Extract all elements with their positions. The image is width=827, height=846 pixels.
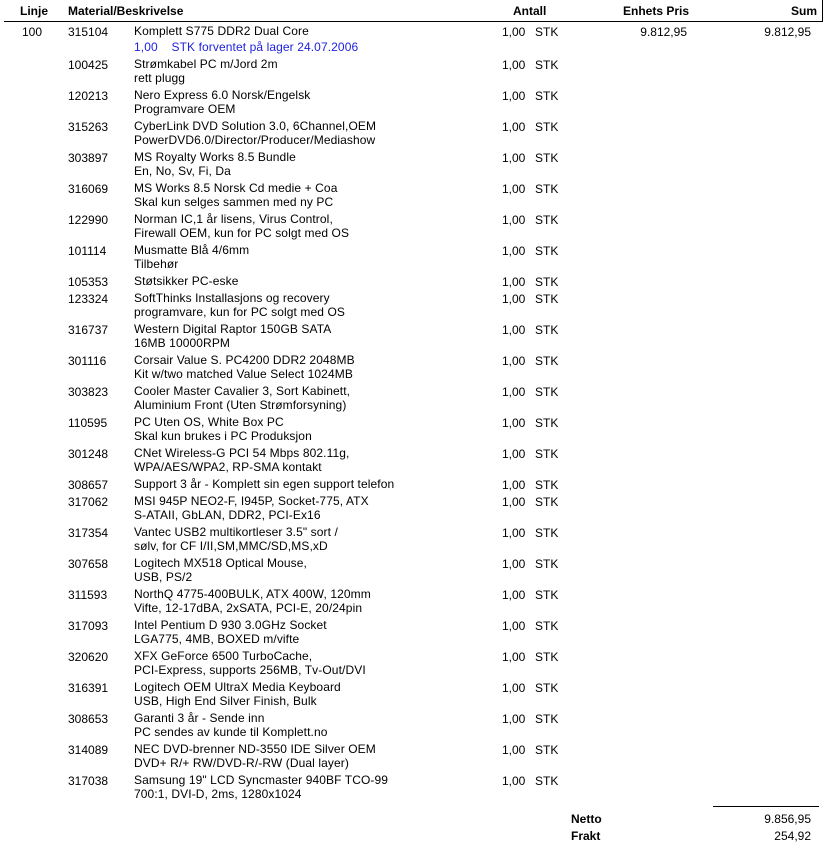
- description: [134, 119, 827, 147]
- description: [134, 353, 827, 381]
- table-row: [0, 446, 827, 477]
- quantity: 1,00: [502, 743, 526, 757]
- unit: STK: [535, 774, 559, 788]
- material-number: 316391: [68, 681, 109, 695]
- header-divider: [4, 21, 822, 22]
- description-line: programvare, kun for PC solgt med OS: [134, 305, 346, 319]
- header-sum: Sum: [790, 4, 817, 18]
- table-row: [0, 773, 827, 804]
- material-number: 303823: [68, 385, 109, 399]
- description-line: Strømkabel PC m/Jord 2m: [134, 57, 278, 71]
- header-line: Linje: [20, 4, 49, 18]
- description-line: rett plugg: [134, 71, 186, 85]
- unit: STK: [535, 244, 559, 258]
- material-number: 314089: [68, 743, 109, 757]
- unit: STK: [535, 478, 559, 492]
- unit: STK: [535, 323, 559, 337]
- description-line: PowerDVD6.0/Director/Producer/Mediashow: [134, 133, 376, 147]
- unit: STK: [535, 447, 559, 461]
- table-row: [0, 181, 827, 212]
- netto-value: 9.856,95: [764, 812, 811, 826]
- description-line: Cooler Master Cavalier 3, Sort Kabinett,: [134, 384, 351, 398]
- unit: STK: [535, 619, 559, 633]
- description-line: Samsung 19" LCD Syncmaster 940BF TCO-99: [134, 773, 389, 787]
- description-line: Støtsikker PC-eske: [134, 274, 239, 288]
- description-line: 700:1, DVI-D, 2ms, 1280x1024: [134, 787, 302, 801]
- unit: STK: [535, 526, 559, 540]
- description-line: Musmatte Blå 4/6mm: [134, 243, 250, 257]
- description-line: SoftThinks Installasjons og recovery: [134, 291, 330, 305]
- description: [134, 322, 827, 350]
- quantity: 1,00: [502, 58, 526, 72]
- material-number: 101114: [68, 244, 107, 258]
- description-line: MS Royalty Works 8.5 Bundle: [134, 150, 296, 164]
- material-number: 120213: [68, 89, 109, 103]
- unit-price: 9.812,95: [640, 25, 687, 39]
- table-row: [0, 243, 827, 274]
- unit: STK: [535, 354, 559, 368]
- table-row: [0, 742, 827, 773]
- description-line: MSI 945P NEO2-F, I945P, Socket-775, ATX: [134, 494, 369, 508]
- description-line: PCI-Express, supports 256MB, Tv-Out/DVI: [134, 663, 366, 677]
- frakt-value: 254,92: [774, 829, 811, 843]
- line-number: 100: [22, 25, 43, 39]
- material-number: 301248: [68, 447, 109, 461]
- description: [134, 212, 827, 240]
- stock-note: 1,00 STK forventet på lager 24.07.2006: [134, 40, 359, 54]
- unit: STK: [535, 588, 559, 602]
- description-line: Corsair Value S. PC4200 DDR2 2048MB: [134, 353, 355, 367]
- description-line: LGA775, 4MB, BOXED m/vifte: [134, 632, 300, 646]
- table-row: [0, 212, 827, 243]
- header-right-border: [822, 0, 823, 22]
- unit: STK: [535, 557, 559, 571]
- unit: STK: [535, 416, 559, 430]
- description: [134, 494, 827, 522]
- table-row: [0, 587, 827, 618]
- table-row: [0, 556, 827, 587]
- material-number: 320620: [68, 650, 109, 664]
- description-line: Intel Pentium D 930 3.0GHz Socket: [134, 618, 327, 632]
- table-row: [0, 494, 827, 525]
- table-row: [0, 24, 827, 57]
- description-line: Garanti 3 år - Sende inn: [134, 711, 265, 725]
- description: [134, 742, 827, 770]
- material-number: 123324: [68, 292, 109, 306]
- description: [134, 88, 827, 116]
- material-number: 315263: [68, 120, 109, 134]
- description-line: WPA/AES/WPA2, RP-SMA kontakt: [134, 460, 322, 474]
- description: [134, 773, 827, 801]
- description-line: Komplett S775 DDR2 Dual Core: [134, 24, 309, 38]
- description-line: Programvare OEM: [134, 102, 236, 116]
- description-line: PC sendes av kunde til Komplett.no: [134, 725, 328, 739]
- table-row: [0, 525, 827, 556]
- quantity: 1,00: [502, 89, 526, 103]
- table-row: [0, 353, 827, 384]
- material-number: 316069: [68, 182, 109, 196]
- material-number: 307658: [68, 557, 109, 571]
- quantity: 1,00: [502, 526, 526, 540]
- quantity: 1,00: [502, 385, 526, 399]
- table-row: [0, 322, 827, 353]
- totals-divider: [713, 806, 819, 807]
- description-line: Western Digital Raptor 150GB SATA: [134, 322, 332, 336]
- quantity: 1,00: [502, 774, 526, 788]
- quantity: 1,00: [502, 354, 526, 368]
- quantity: 1,00: [502, 416, 526, 430]
- description: [134, 680, 827, 708]
- description: [134, 525, 827, 553]
- table-row: [0, 618, 827, 649]
- description-line: NEC DVD-brenner ND-3550 IDE Silver OEM: [134, 742, 376, 756]
- unit: STK: [535, 681, 559, 695]
- quantity: 1,00: [502, 557, 526, 571]
- description: [134, 618, 827, 646]
- description-line: CNet Wireless-G PCI 54 Mbps 802.11g,: [134, 446, 350, 460]
- description-line: Kit w/two matched Value Select 1024MB: [134, 367, 353, 381]
- line-sum: 9.812,95: [764, 25, 811, 39]
- quantity: 1,00: [502, 25, 526, 39]
- table-row: [0, 477, 827, 494]
- unit: STK: [535, 743, 559, 757]
- quantity: 1,00: [502, 478, 526, 492]
- unit: STK: [535, 495, 559, 509]
- quantity: 1,00: [502, 712, 526, 726]
- description-line: CyberLink DVD Solution 3.0, 6Channel,OEM: [134, 119, 377, 133]
- table-row: [0, 649, 827, 680]
- description-line: Vifte, 12-17dBA, 2xSATA, PCI-E, 20/24pin: [134, 601, 363, 615]
- table-row: [0, 88, 827, 119]
- quantity: 1,00: [502, 292, 526, 306]
- unit: STK: [535, 58, 559, 72]
- description-line: Vantec USB2 multikortleser 3.5" sort /: [134, 525, 338, 539]
- unit: STK: [535, 213, 559, 227]
- unit: STK: [535, 89, 559, 103]
- frakt-label: Frakt: [571, 829, 601, 843]
- description-line: Firewall OEM, kun for PC solgt med OS: [134, 226, 350, 240]
- quantity: 1,00: [502, 323, 526, 337]
- table-row: [0, 415, 827, 446]
- material-number: 317038: [68, 774, 109, 788]
- unit: STK: [535, 120, 559, 134]
- description: [134, 181, 827, 209]
- netto-label: Netto: [571, 812, 602, 826]
- table-row: [0, 57, 827, 88]
- quantity: 1,00: [502, 588, 526, 602]
- quantity: 1,00: [502, 151, 526, 165]
- quantity: 1,00: [502, 619, 526, 633]
- description: [134, 446, 827, 474]
- unit: STK: [535, 650, 559, 664]
- material-number: 308657: [68, 478, 109, 492]
- unit: STK: [535, 25, 559, 39]
- unit: STK: [535, 151, 559, 165]
- description: [134, 384, 827, 412]
- description: [134, 556, 827, 584]
- quantity: 1,00: [502, 495, 526, 509]
- description: [134, 649, 827, 677]
- description-line: En, No, Sv, Fi, Da: [134, 164, 231, 178]
- unit: STK: [535, 292, 559, 306]
- material-number: 303897: [68, 151, 109, 165]
- material-number: 317093: [68, 619, 109, 633]
- quantity: 1,00: [502, 275, 526, 289]
- description-line: PC Uten OS, White Box PC: [134, 415, 284, 429]
- description-line: sølv, for CF I/II,SM,MMC/SD,MS,xD: [134, 539, 328, 553]
- quantity: 1,00: [502, 120, 526, 134]
- description-line: Norman IC,1 år lisens, Virus Control,: [134, 212, 333, 226]
- description: [134, 587, 827, 615]
- quantity: 1,00: [502, 447, 526, 461]
- quantity: 1,00: [502, 182, 526, 196]
- table-row: [0, 384, 827, 415]
- description: [134, 57, 827, 85]
- header-qty: Antall: [513, 4, 547, 18]
- material-number: 105353: [68, 275, 109, 289]
- material-number: 317062: [68, 495, 109, 509]
- description-line: Logitech MX518 Optical Mouse,: [134, 556, 307, 570]
- quantity: 1,00: [502, 650, 526, 664]
- material-number: 301116: [68, 354, 107, 368]
- quantity: 1,00: [502, 681, 526, 695]
- material-number: 122990: [68, 213, 109, 227]
- material-number: 308653: [68, 712, 109, 726]
- unit: STK: [535, 385, 559, 399]
- unit: STK: [535, 712, 559, 726]
- description-line: MS Works 8.5 Norsk Cd medie + Coa: [134, 181, 338, 195]
- table-row: [0, 274, 827, 291]
- unit: STK: [535, 182, 559, 196]
- description-line: Support 3 år - Komplett sin egen support telefon: [134, 477, 395, 491]
- material-number: 316737: [68, 323, 109, 337]
- description-line: USB, High End Silver Finish, Bulk: [134, 694, 317, 708]
- description: [134, 243, 827, 271]
- description-line: Skal kun selges sammen med ny PC: [134, 195, 334, 209]
- material-number: 311593: [68, 588, 108, 602]
- quantity: 1,00: [502, 213, 526, 227]
- description: [134, 415, 827, 443]
- table-header: [0, 0, 827, 21]
- table-row: [0, 119, 827, 150]
- description-line: NorthQ 4775-400BULK, ATX 400W, 120mm: [134, 587, 371, 601]
- description: [134, 150, 827, 178]
- header-unit-price: Enhets Pris: [623, 4, 690, 18]
- description: [134, 274, 827, 288]
- material-number: 100425: [68, 58, 109, 72]
- description-line: Logitech OEM UltraX Media Keyboard: [134, 680, 341, 694]
- unit: STK: [535, 275, 559, 289]
- table-row: [0, 150, 827, 181]
- description: [134, 24, 827, 54]
- description-line: Nero Express 6.0 Norsk/Engelsk: [134, 88, 311, 102]
- material-number: 317354: [68, 526, 109, 540]
- description: [134, 711, 827, 739]
- description-line: S-ATAII, GbLAN, DDR2, PCI-Ex16: [134, 508, 321, 522]
- header-material: Material/Beskrivelse: [68, 4, 184, 18]
- description-line: DVD+ R/+ RW/DVD-R/-RW (Dual layer): [134, 756, 349, 770]
- description-line: XFX GeForce 6500 TurboCache,: [134, 649, 313, 663]
- line-items: [0, 24, 827, 804]
- quantity: 1,00: [502, 244, 526, 258]
- description: [134, 477, 827, 491]
- table-row: [0, 711, 827, 742]
- table-row: [0, 291, 827, 322]
- description-line: Tilbehør: [134, 257, 179, 271]
- description-line: Aluminium Front (Uten Strømforsyning): [134, 398, 347, 412]
- description: [134, 291, 827, 319]
- description-line: 16MB 10000RPM: [134, 336, 231, 350]
- table-row: [0, 680, 827, 711]
- description-line: Skal kun brukes i PC Produksjon: [134, 429, 312, 443]
- material-number: 110595: [68, 416, 108, 430]
- material-number: 315104: [68, 25, 109, 39]
- description-line: USB, PS/2: [134, 570, 193, 584]
